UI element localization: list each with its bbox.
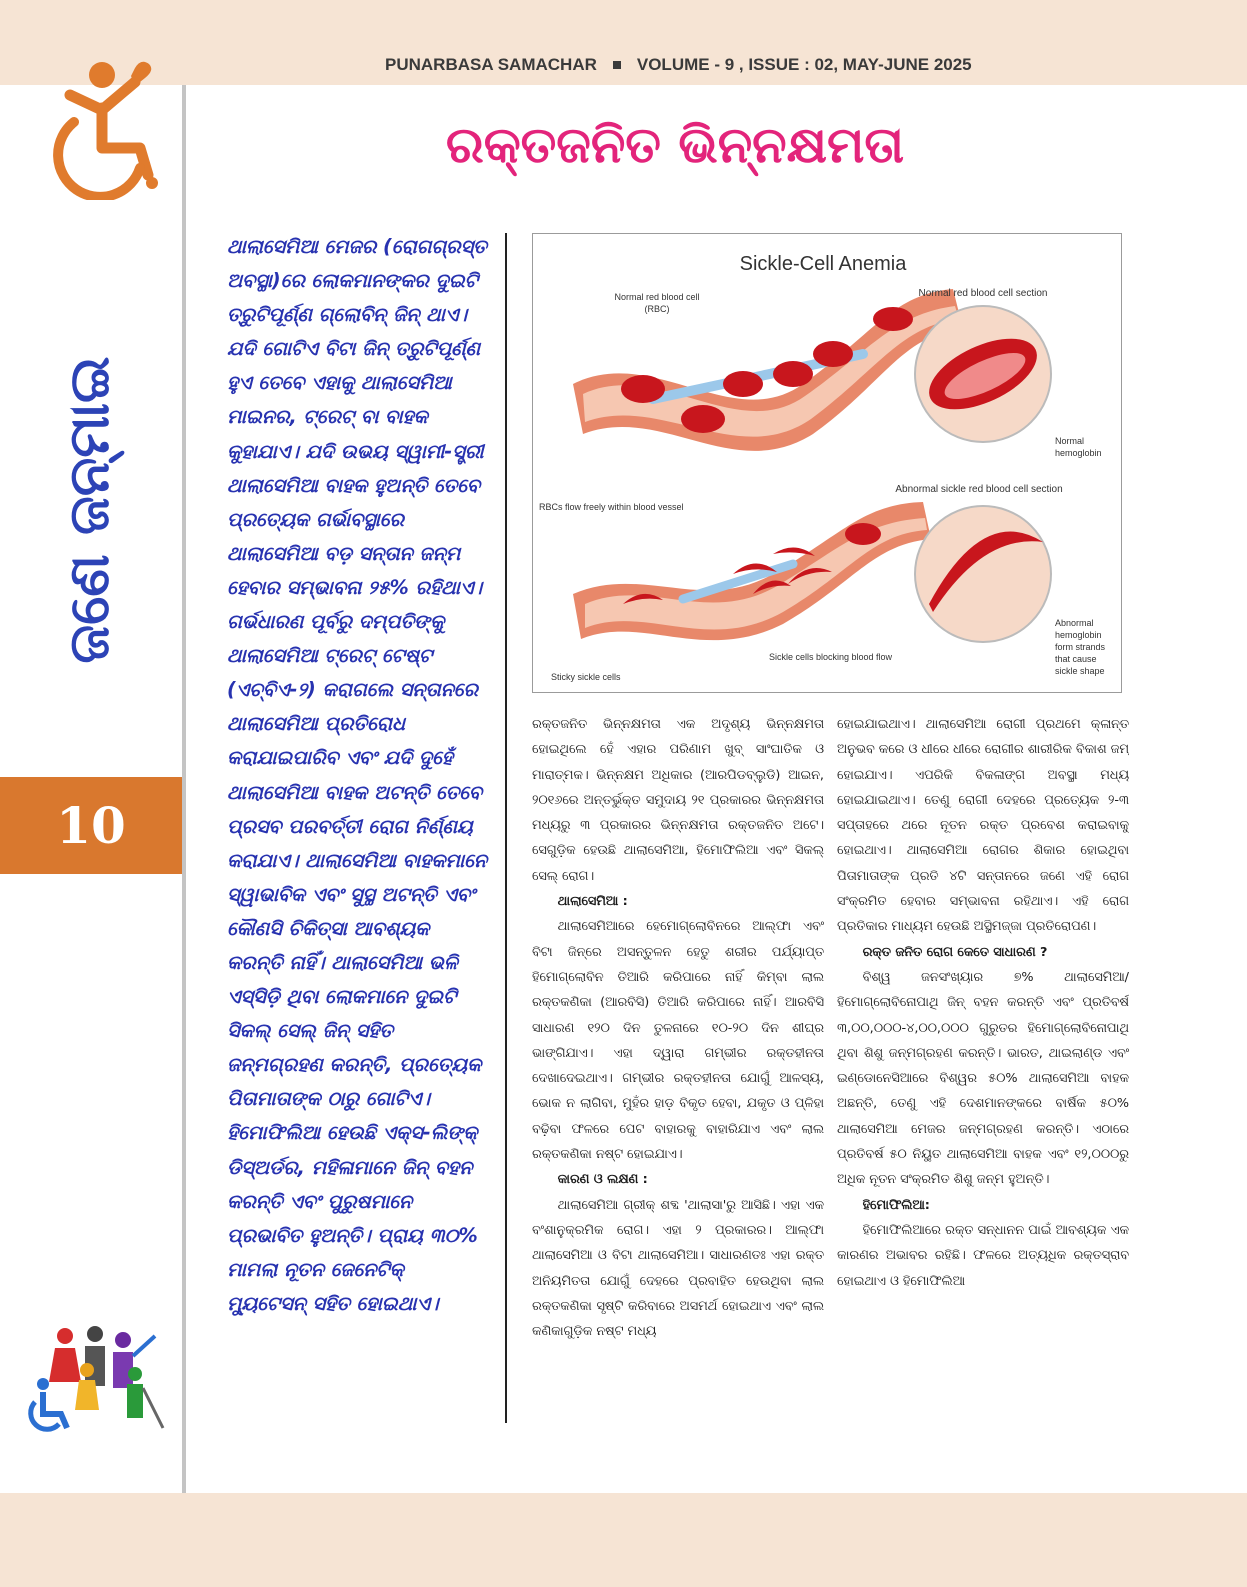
red-blood-cell [681, 405, 725, 433]
subheading: ଥାଲାସେମିଆ : [557, 894, 628, 910]
label-normal-section: Normal red blood cell section [918, 288, 1048, 299]
sickle-cell-diagram [533, 234, 1121, 692]
red-blood-cell [845, 523, 881, 545]
label-abnormal-4: that cause [1055, 654, 1097, 664]
red-blood-cell [723, 371, 763, 397]
label-normal-rbc: Normal red blood cell [614, 292, 700, 302]
red-blood-cell [621, 375, 665, 403]
label-abnormal-5: sickle shape [1055, 666, 1105, 676]
body-column-1 [532, 712, 824, 1440]
label-blocking: Sickle cells blocking blood flow [769, 652, 893, 662]
page-divider [182, 85, 186, 1493]
paragraph: ରକ୍ତଜନିତ ଭିନ୍ନକ୍ଷମତା ଏକ ଅଦୃଶ୍ୟ ଭିନ୍ନକ୍ଷମତା ହୋଇଥିଲେ ହେଁ ଏହାର ପରିଣାମ ଖୁବ୍ ସାଂଘାତିକ ଓ ମାରାତ୍ମକ। ଭିନ୍ନକ୍ଷମ ଅଧିକାର (ଆରପିଡବ୍ଲୁଡି) ଆଇନ, ୨୦୧୬ରେ ଅନ୍ତର୍ଭୁକ୍ତ ସମୁଦାୟ ୨୧ ପ୍ରକାରର ଭିନ୍ନକ୍ଷମତା ମଧ୍ୟରୁ ୩ ପ୍ରକାରର ଭିନ୍ନକ୍ଷମତା ରକ୍ତଜନିତ ଅଟେ। ସେଗୁଡ଼ିକ ହେଉଛି ଥାଲାସେମିଆ, ହିମୋଫିଲିଆ ଏବଂ ସିକଲ୍ ସେଲ୍ ରୋଗ। [532, 717, 824, 884]
red-blood-cell [873, 307, 913, 331]
footer-band [0, 1493, 1247, 1587]
paragraph: ଥାଲାସେମିଆ ଗ୍ରୀକ୍ ଶବ୍ଦ 'ଥାଲାସା'ରୁ ଆସିଛି। ଏହା ଏକ ବଂଶାନୁକ୍ରମିକ ରୋଗ। ଏହା ୨ ପ୍ରକାରର। ଆଲ୍‌ଫା ଥାଲାସେମିଆ ଓ ବିଟା ଥାଲାସେମିଆ। ସାଧାରଣତଃ ଏହା ରକ୍ତ ଅନିୟମିତତା ଯୋଗୁଁ ଦେହରେ ପ୍ରବାହିତ ହେଉଥିବା ଲାଲ ରକ୍ତକଣିକା ସୃଷ୍ଟି କରିବାରେ ଅସମର୍ଥ ହୋଇଥାଏ ଏବଂ ଲାଲ କଣିକାଗୁଡ଼ିକ ନଷ୍ଟ ମଧ୍ୟ [532, 1197, 824, 1340]
label-normal-hemoglobin-1: Normal [1055, 436, 1085, 446]
publication-name: PUNARBASA SAMACHAR [385, 55, 597, 74]
article-title: ରକ୍ତଜନିତ ଭିନ୍ନକ୍ଷମତା [445, 116, 905, 174]
column-divider [505, 233, 507, 1423]
label-normal-hemoglobin-2: hemoglobin [1055, 448, 1102, 458]
label-rbc-abbr: (RBC) [644, 304, 670, 314]
red-blood-cell [813, 341, 853, 367]
left-column-text: ଥାଲାସେମିଆ ମେଜର (ରୋଗଗ୍ରସ୍ତ ଅବସ୍ଥା)ରେ ଲୋକମାନଙ୍କର ଦୁଇଟି ତ୍ରୁଟିପୂର୍ଣ୍ଣ ଗ୍ଲୋବିନ୍ ଜିନ୍ ଥାଏ। ଯଦି ଗୋଟିଏ ବିଟା ଜିନ୍ ତ୍ରୁଟିପୂର୍ଣ୍ଣ ହୁଏ ତେବେ ଏହାକୁ ଥାଲାସେମିଆ ମାଇନର, ଟ୍ରେଟ୍ ବା ବାହକ କୁହାଯାଏ। ଯଦି ଉଭୟ ସ୍ୱାମୀ-ସ୍ତ୍ରୀ ଥାଲାସେମିଆ ବାହକ ହୁଅନ୍ତି ତେବେ ପ୍ରତ୍ୟେକ ଗର୍ଭାବସ୍ଥାରେ ଥାଲାସେମିଆ ବଡ଼ ସନ୍ତାନ ଜନ୍ମ ହେବାର ସମ୍ଭାବନା ୨୫% ରହିଥାଏ। ଗର୍ଭଧାରଣ ପୂର୍ବରୁ ଦମ୍ପତିଙ୍କୁ ଥାଲାସେମିଆ ଟ୍ରେଟ୍ ଟେଷ୍ଟ (ଏଚ୍‌ବିଏ-୨) କରାଗଲେ ସନ୍ତାନରେ ଥାଲାସେମିଆ ପ୍ରତିରୋଧ କରାଯାଇପାରିବ ଏବଂ ଯଦି ଦୁହେଁ ଥାଲାସେମିଆ ବାହକ ଅଟନ୍ତି ତେବେ ପ୍ରସବ ପରବର୍ତ୍ତୀ ରୋଗ ନିର୍ଣ୍ଣୟ କରାଯାଏ। ଥାଲାସେମିଆ ବାହକମାନେ ସ୍ୱାଭାବିକ ଏବଂ ସୁସ୍ଥ ଅଟନ୍ତି ଏବଂ କୌଣସି ଚିକିତ୍ସା ଆବଶ୍ୟକ କରନ୍ତି ନାହିଁ। ଥାଲାସେମିଆ ଭଳି ଏସ୍‌ସିଡ଼ି ଥିବା ଲୋକମାନେ ଦୁଇଟି ସିକଲ୍ ସେଲ୍ ଜିନ୍ ସହିତ ଜନ୍ମଗ୍ରହଣ କରନ୍ତି, ପ୍ରତ୍ୟେକ ପିତାମାତାଙ୍କ ଠାରୁ ଗୋଟିଏ। ହିମୋଫିଲିଆ ହେଉଛି ଏକ୍ସ-ଲିଙ୍କ୍ ଡିସ୍‌ଅର୍ଡର, ମହିଳାମାନେ ଜିନ୍ ବହନ କରନ୍ତି ଏବଂ ପୁରୁଷମାନେ ପ୍ରଭାବିତ ହୁଅନ୍ତି। ପ୍ରାୟ ୩୦% ମାମଲା ନୂତନ ଜେନେଟିକ୍ ମ୍ୟୁଟେସନ୍ ସହିତ ହୋଇଥାଏ। [227, 235, 487, 1315]
subheading: ରକ୍ତ ଜନିତ ରୋଗ କେତେ ସାଧାରଣ ? [862, 944, 1048, 960]
label-sticky: Sticky sickle cells [551, 672, 621, 682]
red-blood-cell [773, 361, 813, 387]
body-column-2 [837, 712, 1129, 1440]
running-header [385, 55, 985, 75]
paragraph: ଥାଲାସେମିଆରେ ହେମୋଗ୍ଲୋବିନରେ ଆଲ୍‌ଫା ଏବଂ ବିଟା ଜିନ୍‌ରେ ଅସନ୍ତୁଳନ ହେତୁ ଶରୀର ପର୍ଯ୍ୟାପ୍ତ ହିମୋଗ୍ଲୋବିନ ତିଆରି କରିପାରେ ନାହିଁ କିମ୍ବା ଲାଲ ରକ୍ତକଣିକା (ଆରବିସି) ତିଆରି କରିପାରେ ନାହିଁ। ଆରବିସି ସାଧାରଣ ୧୨୦ ଦିନ ତୁଳନାରେ ୧୦-୨୦ ଦିନ ଶୀଘ୍ର ଭାଙ୍ଗିଯାଏ। ଏହା ଦ୍ୱାରା ଗମ୍ଭୀର ରକ୍ତହୀନତା ଦେଖାଦେଇଥାଏ। ଗମ୍ଭୀର ରକ୍ତହୀନତା ଯୋଗୁଁ ଆଳସ୍ୟ, ଭୋକ ନ ଲାଗିବା, ମୁହଁର ହାଡ଼ ବିକୃତ ହେବା, ଯକୃତ ଓ ପ୍ଳିହା ବଢ଼ିବା ଫଳରେ ପେଟ ବାହାରକୁ ବାହାରିଯାଏ ଏବଂ ଲାଲ ରକ୍ତକଣିକା ନଷ୍ଟ ହୋଇଯାଏ। [532, 919, 824, 1163]
abnormal-section-circle [915, 506, 1051, 642]
paragraph: ହୋଇଯାଇଥାଏ। ଥାଲାସେମିଆ ରୋଗୀ ପ୍ରଥମେ କ୍ଳାନ୍ତ ଅନୁଭବ କରେ ଓ ଧୀରେ ଧୀରେ ରୋଗୀର ଶାରୀରିକ ବିକାଶ ଜମ୍ ହୋଇଯାଏ। ଏପରିକି ବିକଳାଙ୍ଗ ଅବସ୍ଥା ମଧ୍ୟ ହୋଇଯାଇଥାଏ। ତେଣୁ ରୋଗୀ ଦେହରେ ପ୍ରତ୍ୟେକ ୨-୩ ସପ୍ତାହରେ ଥରେ ନୂତନ ରକ୍ତ ପ୍ରବେଶ କରାଇବାକୁ ହୋଇଥାଏ। ଥାଲାସେମିଆ ରୋଗର ଶିକାର ହୋଇଥିବା ପିତାମାତାଙ୍କ ପ୍ରତି ୪ଟି ସନ୍ତାନରେ ଜଣେ ଏହି ରୋଗ ସଂକ୍ରମିତ ହେବାର ସମ୍ଭାବନା ରହିଥାଏ। ଏହି ରୋଗ ପ୍ରତିକାର ମାଧ୍ୟମ ହେଉଛି ଅସ୍ଥିମଜ୍ଜା ପ୍ରତିରୋପଣ। [837, 717, 1129, 935]
square-bullet-icon [613, 61, 621, 69]
paragraph: ହିମୋଫିଲିଆରେ ରକ୍ତ ସନ୍ଧାନନ ପାଇଁ ଆବଶ୍ୟକ ଏକ କାରଣର ଅଭାବର ରହିଛି। ଫଳରେ ଅତ୍ୟଧିକ ରକ୍ତସ୍ରାବ ହୋଇଥାଏ ଓ ହିମୋଫିଲିଆ [837, 1222, 1129, 1289]
section-title-vertical: ଜଣେ ଜନ୍ମାଇ [57, 356, 122, 664]
figure-title: Sickle-Cell Anemia [739, 253, 907, 275]
subheading: କାରଣ ଓ ଲକ୍ଷଣ : [557, 1172, 648, 1188]
page-number: 10 [0, 777, 182, 874]
subheading: ହିମୋଫିଲିଆ: [862, 1197, 930, 1213]
label-abnormal-section: Abnormal sickle red blood cell section [895, 484, 1063, 495]
wheelchair-logo-icon [40, 50, 170, 200]
label-abnormal-1: Abnormal [1055, 618, 1094, 628]
paragraph: ବିଶ୍ୱ ଜନସଂଖ୍ୟାର ୭% ଥାଲାସେମିଆ/ହିମୋଗ୍ଲୋବିନୋପାଥି ଜିନ୍ ବହନ କରନ୍ତି ଏବଂ ପ୍ରତିବର୍ଷ ୩,୦୦,୦୦୦-୪,୦୦,୦୦୦ ଗୁରୁତର ହିମୋଗ୍ଲୋବିନୋପାଥି ଥିବା ଶିଶୁ ଜନ୍ମଗ୍ରହଣ କରନ୍ତି। ଭାରତ, ଥାଇଲାଣ୍ଡ ଏବଂ ଇଣ୍ଡୋନେସିଆରେ ବିଶ୍ୱର ୫୦% ଥାଲାସେମିଆ ବାହକ ଅଛନ୍ତି, ତେଣୁ ଏହି ଦେଶମାନଙ୍କରେ ବାର୍ଷିକ ୫୦% ଥାଲାସେମିଆ ମେଜର ଜନ୍ମଗ୍ରହଣ କରନ୍ତି। ଏଠାରେ ପ୍ରତିବର୍ଷ ୫୦ ନିୟୁତ ଥାଲାସେମିଆ ବାହକ ଏବଂ ୧୨,୦୦୦ରୁ ଅଧିକ ନୂତନ ସଂକ୍ରମିତ ଶିଶୁ ଜନ୍ମ ହୁଅନ୍ତି। [837, 969, 1129, 1188]
inclusion-people-icon [25, 1322, 175, 1437]
label-abnormal-2: hemoglobin [1055, 630, 1102, 640]
sickle-cell-figure [532, 233, 1122, 693]
label-abnormal-3: form strands [1055, 642, 1106, 652]
issue-info: VOLUME - 9 , ISSUE : 02, MAY-JUNE 2025 [636, 55, 972, 74]
label-rbc-flow: RBCs flow freely within blood vessel [539, 502, 684, 512]
